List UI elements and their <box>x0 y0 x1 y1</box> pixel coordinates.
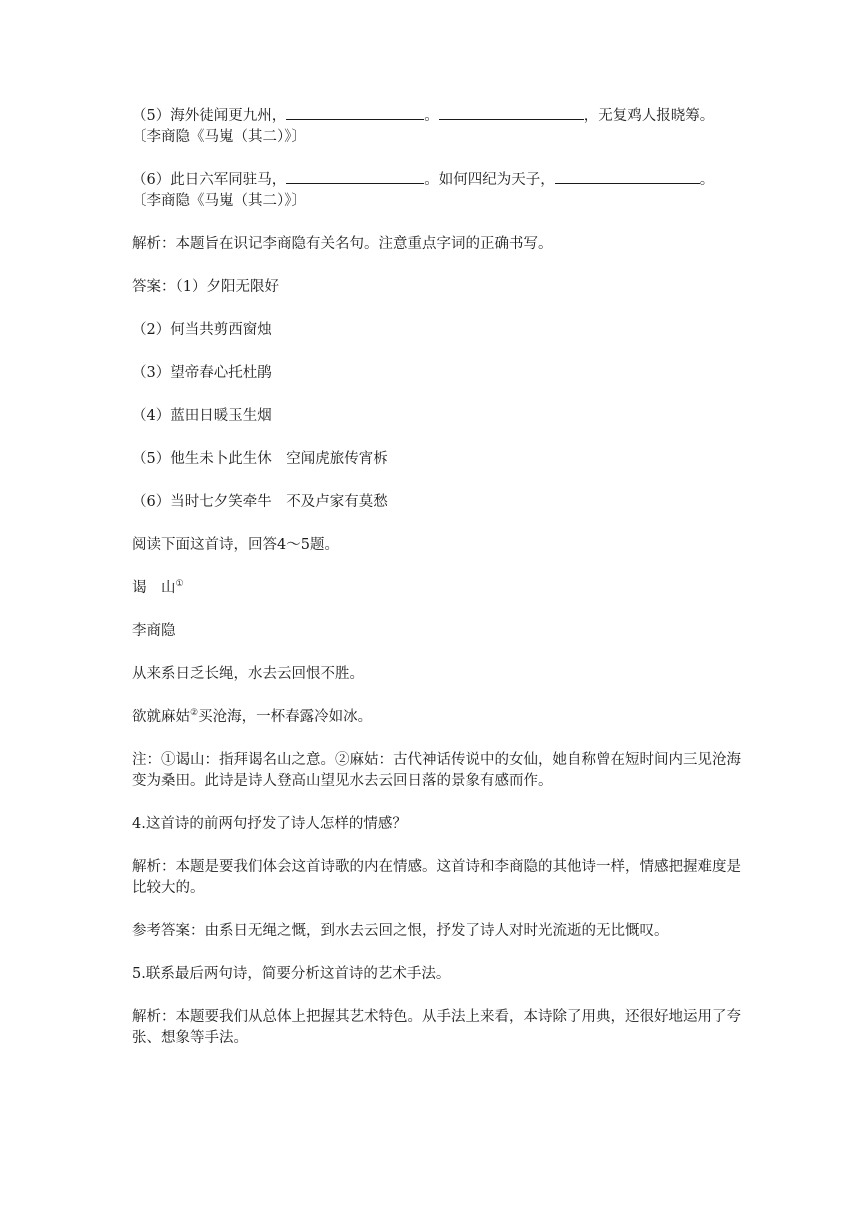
answer-blank <box>439 105 584 120</box>
poem-line-1: 从来系日乏长绳，水去云回恨不胜。 <box>132 666 364 682</box>
item-6-line <box>132 169 742 191</box>
answer-line: （2）何当共剪西窗烛 <box>132 322 272 338</box>
item-5-mid: 。 <box>424 108 439 124</box>
item-5-suffix: ，无复鸡人报晓筹。 <box>583 108 715 124</box>
answer-blank <box>555 169 700 184</box>
answer-line: （4）蓝田日暖玉生烟 <box>132 408 272 424</box>
answer-line: （6）当时七夕笑牵牛 不及卢家有莫愁 <box>132 494 388 510</box>
item-5-prefix: （5）海外徒闻更九州， <box>132 108 287 124</box>
poem-title-text: 谒 山 <box>132 580 176 596</box>
footnote-marker: ① <box>175 579 184 590</box>
answer-line: （3）望帝春心托杜鹃 <box>132 365 272 381</box>
footnote-marker: ② <box>190 708 199 719</box>
document-body <box>132 105 742 1071</box>
fill-in-item-6 <box>132 169 742 212</box>
item-6-prefix: （6）此日六军同驻马， <box>132 172 287 188</box>
question-5-analysis: 解析：本题要我们从总体上把握其艺术特色。从手法上来看，本诗除了用典，还很好地运用了夸张、想象等手法。 <box>132 1009 741 1046</box>
item-6-source: 〔李商隐《马嵬（其二）》〕 <box>132 193 306 209</box>
answer-line: 答案：（1）夕阳无限好 <box>132 279 279 295</box>
fill-in-item-5 <box>132 105 742 148</box>
analysis-paragraph: 解析：本题旨在识记李商隐有关名句。注意重点字词的正确书写。 <box>132 236 553 252</box>
question-4: 4.这首诗的前两句抒发了诗人怎样的情感？ <box>132 816 407 832</box>
item-5-line <box>132 105 742 127</box>
poem-line-2 <box>132 707 742 728</box>
item-6-mid: 。如何四纪为天子， <box>424 172 555 188</box>
poem-notes: 注：①谒山：指拜谒名山之意。②麻姑：古代神话传说中的女仙，她自称曾在短时间内三见沧海变为桑田。此诗是诗人登高山望见水去云回日落的景象有感而作。 <box>132 752 741 789</box>
question-4-analysis: 解析：本题是要我们体会这首诗歌的内在情感。这首诗和李商隐的其他诗一样，情感把握难度是比较大的。 <box>132 859 741 896</box>
poem-author: 李商隐 <box>132 623 176 639</box>
answer-blank <box>286 169 424 184</box>
reading-intro: 阅读下面这首诗，回答4～5题。 <box>132 537 339 553</box>
item-6-suffix: 。 <box>699 172 715 188</box>
poem-title <box>132 578 742 599</box>
question-4-answer: 参考答案：由系日无绳之慨，到水去云回之恨，抒发了诗人对时光流逝的无比慨叹。 <box>132 923 669 939</box>
item-5-source: 〔李商隐《马嵬（其二）》〕 <box>132 129 306 145</box>
poem-line-2-start: 欲就麻姑 <box>132 709 190 725</box>
answer-line: （5）他生未卜此生休 空闻虎旅传宵柝 <box>132 451 388 467</box>
poem-line-2-end: 买沧海，一杯春露冷如冰。 <box>198 709 373 725</box>
answer-blank <box>286 105 424 120</box>
question-5: 5.联系最后两句诗，简要分析这首诗的艺术手法。 <box>132 966 451 982</box>
